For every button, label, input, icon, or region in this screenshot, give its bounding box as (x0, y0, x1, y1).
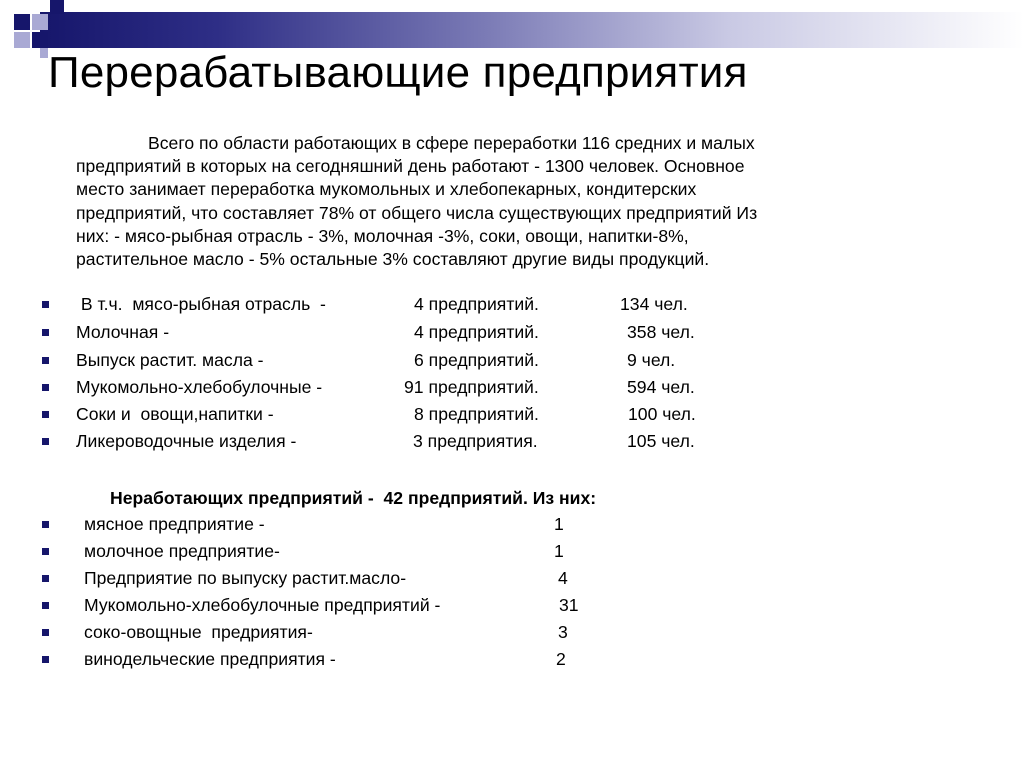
enterprise-count: 4 предприятий. (414, 294, 539, 314)
intro-line: растительное масло - 5% остальные 3% составляют другие виды продукций. (76, 249, 710, 270)
list-item (0, 346, 740, 374)
employee-count: 100 чел. (628, 404, 696, 424)
intro-line: Всего по области работающих в сфере переработки 116 средних и малых (148, 133, 755, 153)
employee-count: 105 чел. (627, 431, 695, 451)
industry-label: соко-овощные предриятия- (84, 622, 313, 642)
bullet-icon (42, 411, 49, 418)
industry-label: Предприятие по выпуску растит.масло- (84, 568, 407, 588)
bullet-icon (42, 521, 49, 528)
industry-label: Ликероводочные изделия - (76, 431, 297, 451)
list-item (0, 510, 620, 538)
bullet-icon (42, 438, 49, 445)
industry-label: Мукомольно-хлебобулочные предприятий - (84, 595, 441, 615)
enterprise-count: 8 предприятий. (414, 404, 539, 424)
employee-count: 594 чел. (627, 377, 695, 397)
enterprise-count: 4 предприятий. (414, 322, 539, 342)
enterprise-count: 4 (558, 568, 568, 588)
intro-paragraph (76, 132, 986, 271)
bullet-icon (42, 629, 49, 636)
list-item (0, 564, 620, 592)
idle-enterprises-heading: Неработающих предприятий - 42 предприятий. Из них: (110, 488, 597, 508)
list-item (0, 591, 620, 619)
list-item (0, 373, 740, 401)
bullet-icon (42, 357, 49, 364)
enterprise-count: 2 (556, 649, 566, 669)
list-item (0, 537, 620, 565)
bullet-icon (42, 329, 49, 336)
industry-label: молочное предприятие- (84, 541, 280, 561)
list-item (0, 290, 740, 318)
list-item (0, 318, 740, 346)
bullet-icon (42, 656, 49, 663)
page-title: Перерабатывающие предприятия (48, 48, 748, 97)
enterprise-count: 31 (559, 595, 579, 615)
bullet-icon (42, 575, 49, 582)
enterprise-count: 1 (554, 541, 564, 561)
industry-label: винодельческие предприятия - (84, 649, 336, 669)
employee-count: 358 чел. (627, 322, 695, 342)
header-band (40, 12, 1024, 48)
intro-line: предприятий в которых на сегодняшний день работают - 1300 человек. Основное (76, 156, 745, 177)
intro-line: них: - мясо-рыбная отрасль - 3%, молочная -3%, соки, овощи, напитки-8%, (76, 225, 689, 246)
enterprise-count: 91 предприятий. (404, 377, 539, 397)
list-item (0, 618, 620, 646)
employee-count: 134 чел. (620, 294, 688, 314)
enterprise-count: 1 (554, 514, 564, 534)
intro-line: место занимает переработка мукомольных и хлебопекарных, кондитерских (76, 179, 697, 200)
enterprise-count: 3 (558, 622, 568, 642)
industry-label: Выпуск растит. масла - (76, 350, 264, 370)
enterprise-count: 6 предприятий. (414, 350, 539, 370)
bullet-icon (42, 301, 49, 308)
industry-label: Молочная - (76, 322, 170, 342)
list-item (0, 427, 740, 455)
bullet-icon (42, 384, 49, 391)
enterprise-count: 3 предприятия. (413, 431, 538, 451)
intro-line: предприятий, что составляет 78% от общего числа существующих предприятий Из (76, 202, 758, 223)
industry-label: Соки и овощи,напитки - (76, 404, 274, 424)
bullet-icon (42, 548, 49, 555)
industry-label: мясное предприятие - (84, 514, 265, 534)
industry-label: В т.ч. мясо-рыбная отрасль - (76, 294, 326, 314)
bullet-icon (42, 602, 49, 609)
employee-count: 9 чел. (627, 350, 676, 370)
list-item (0, 400, 740, 428)
list-item (0, 645, 620, 673)
industry-label: Мукомольно-хлебобулочные - (76, 377, 323, 397)
